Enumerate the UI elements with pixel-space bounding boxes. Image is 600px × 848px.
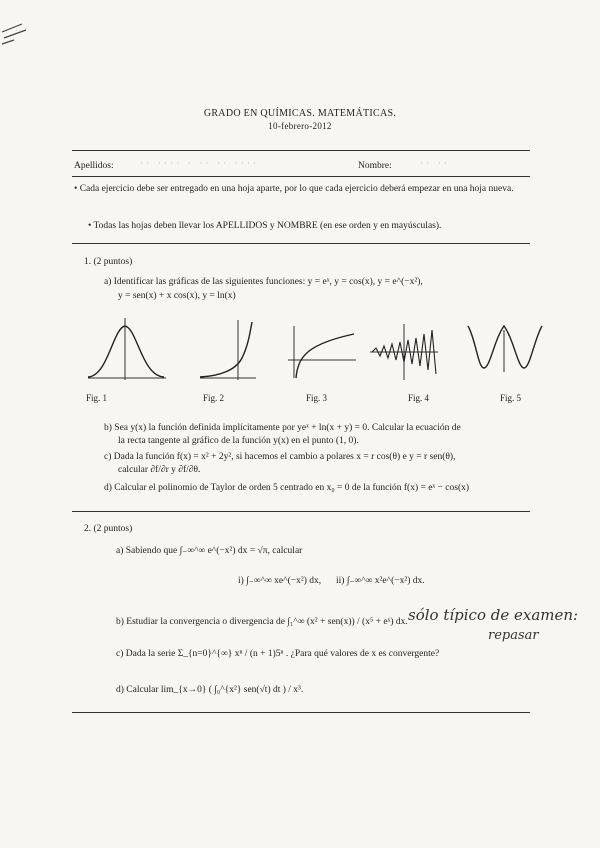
q1-c-line2: calcular ∂f/∂r y ∂f/∂θ. <box>118 465 201 475</box>
q1-c-line1: c) Dada la función f(x) = x² + 2y², si hacemos el cambio a polares x = r cos(θ) e y = r sen(θ), <box>104 452 456 462</box>
nombre-label: Nombre: <box>358 161 392 171</box>
q1-b-line1: b) Sea y(x) la función definida implícitamente por yeˣ + ln(x + y) = 0. Calcular la ecuación de <box>104 423 461 433</box>
apellidos-value-blurred: ·· ···· · ·· ·· ···· <box>140 159 260 169</box>
q1-a-line1: a) Identificar las gráficas de las siguientes funciones: y = eˣ, y = cos(x), y = e^(−x²), <box>104 277 423 287</box>
handwritten-note-line2: repasar <box>488 628 539 643</box>
fig-4-label: Fig. 4 <box>408 393 430 403</box>
q2-d-line: d) Calcular lim_{x→0} ( ∫₀^{x²} sen(√t) dt ) / x³. <box>116 685 304 695</box>
handwritten-note-line1: sólo típico de examen: <box>408 606 579 624</box>
q2-heading: 2. (2 puntos) <box>84 524 133 534</box>
q2-a-i: i) ∫₋∞^∞ xe^(−x²) dx, <box>238 576 322 586</box>
exam-date: 10-febrero-2012 <box>268 121 332 131</box>
fig-5-label: Fig. 5 <box>500 393 522 403</box>
q2-c-line: c) Dada la serie Σ_{n=0}^{∞} xⁿ / (n + 1)5ⁿ . ¿Para qué valores de x es convergente? <box>116 649 440 659</box>
apellidos-label: Apellidos: <box>74 161 114 171</box>
scan-mark <box>0 20 40 60</box>
q1-d-line: d) Calcular el polinomio de Taylor de orden 5 centrado en x₀ = 0 de la función f(x) = eˣ − cos(x) <box>104 483 470 493</box>
fig-4-graph <box>370 320 440 385</box>
top-rule <box>72 150 530 151</box>
q1-heading: 1. (2 puntos) <box>84 257 133 267</box>
exam-title: GRADO EN QUÍMICAS. MATEMÁTICAS. <box>203 108 397 119</box>
q2-a-ii: ii) ∫₋∞^∞ x²e^(−x²) dx. <box>336 576 425 586</box>
q1-a-line2: y = sen(x) + x cos(x), y = ln(x) <box>118 291 236 301</box>
q1-b-line2: la recta tangente al gráfico de la función y(x) en el punto (1, 0). <box>118 436 359 446</box>
fig-2-graph <box>200 318 260 383</box>
q2-b-line: b) Estudiar la convergencia o divergencia de ∫₁^∞ (x² + sen(x)) / (x⁵ + eˣ) dx. <box>116 617 408 627</box>
mid-rule <box>72 176 530 177</box>
instruction-2: • Todas las hojas deben llevar los APELLIDOS y NOMBRE (en ese orden y en mayúsculas). <box>88 221 442 231</box>
fig-5-graph <box>466 320 546 385</box>
q2-a-line: a) Sabiendo que ∫₋∞^∞ e^(−x²) dx = √π, calcular <box>116 546 303 556</box>
section-rule-1 <box>72 243 530 244</box>
fig-1-graph <box>88 318 168 383</box>
bottom-rule <box>72 712 530 713</box>
fig-3-graph <box>288 326 358 391</box>
fig-3-label: Fig. 3 <box>306 393 328 403</box>
fig-1-label: Fig. 1 <box>86 393 108 403</box>
fig-2-label: Fig. 2 <box>203 393 225 403</box>
nombre-value-blurred: ·· ·· <box>420 159 451 169</box>
section-rule-2 <box>72 511 530 512</box>
instruction-1: • Cada ejercicio debe ser entregado en una hoja aparte, por lo que cada ejercicio deberá empezar en una hoja nueva. <box>74 184 514 194</box>
